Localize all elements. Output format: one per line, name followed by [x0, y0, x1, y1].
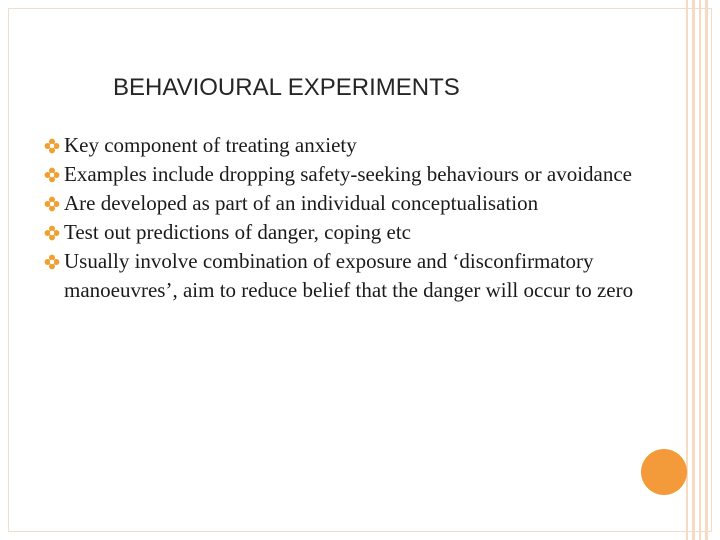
- bullet-item: [44, 189, 644, 218]
- bullet-item: [44, 131, 644, 160]
- bullet-text: Are developed as part of an individual conceptualisation: [64, 191, 539, 215]
- decorative-circle: [641, 449, 687, 495]
- flower-bullet-icon: [44, 225, 60, 241]
- bullet-item: [44, 218, 644, 247]
- decorative-stripe: [686, 0, 688, 540]
- flower-bullet-icon: [44, 167, 60, 183]
- bullet-text: Examples include dropping safety-seeking behaviours or avoidance: [64, 162, 632, 186]
- decorative-stripe: [692, 0, 695, 540]
- slide-title: BEHAVIOURAL EXPERIMENTS: [113, 74, 460, 101]
- flower-bullet-icon: [44, 196, 60, 212]
- bullet-text: Usually involve combination of exposure and ‘disconfirmatory manoeuvres’, aim to reduce belief that the danger will occur to zero: [64, 249, 634, 302]
- bullet-item: [44, 160, 644, 189]
- bullet-list: [44, 131, 644, 305]
- bullet-text: Key component of treating anxiety: [64, 133, 357, 157]
- flower-bullet-icon: [44, 254, 60, 270]
- flower-bullet-icon: [44, 138, 60, 154]
- bullet-text: Test out predictions of danger, coping etc: [64, 220, 412, 244]
- bullet-item: [44, 247, 644, 305]
- decorative-stripe: [705, 0, 708, 540]
- decorative-stripe: [699, 0, 701, 540]
